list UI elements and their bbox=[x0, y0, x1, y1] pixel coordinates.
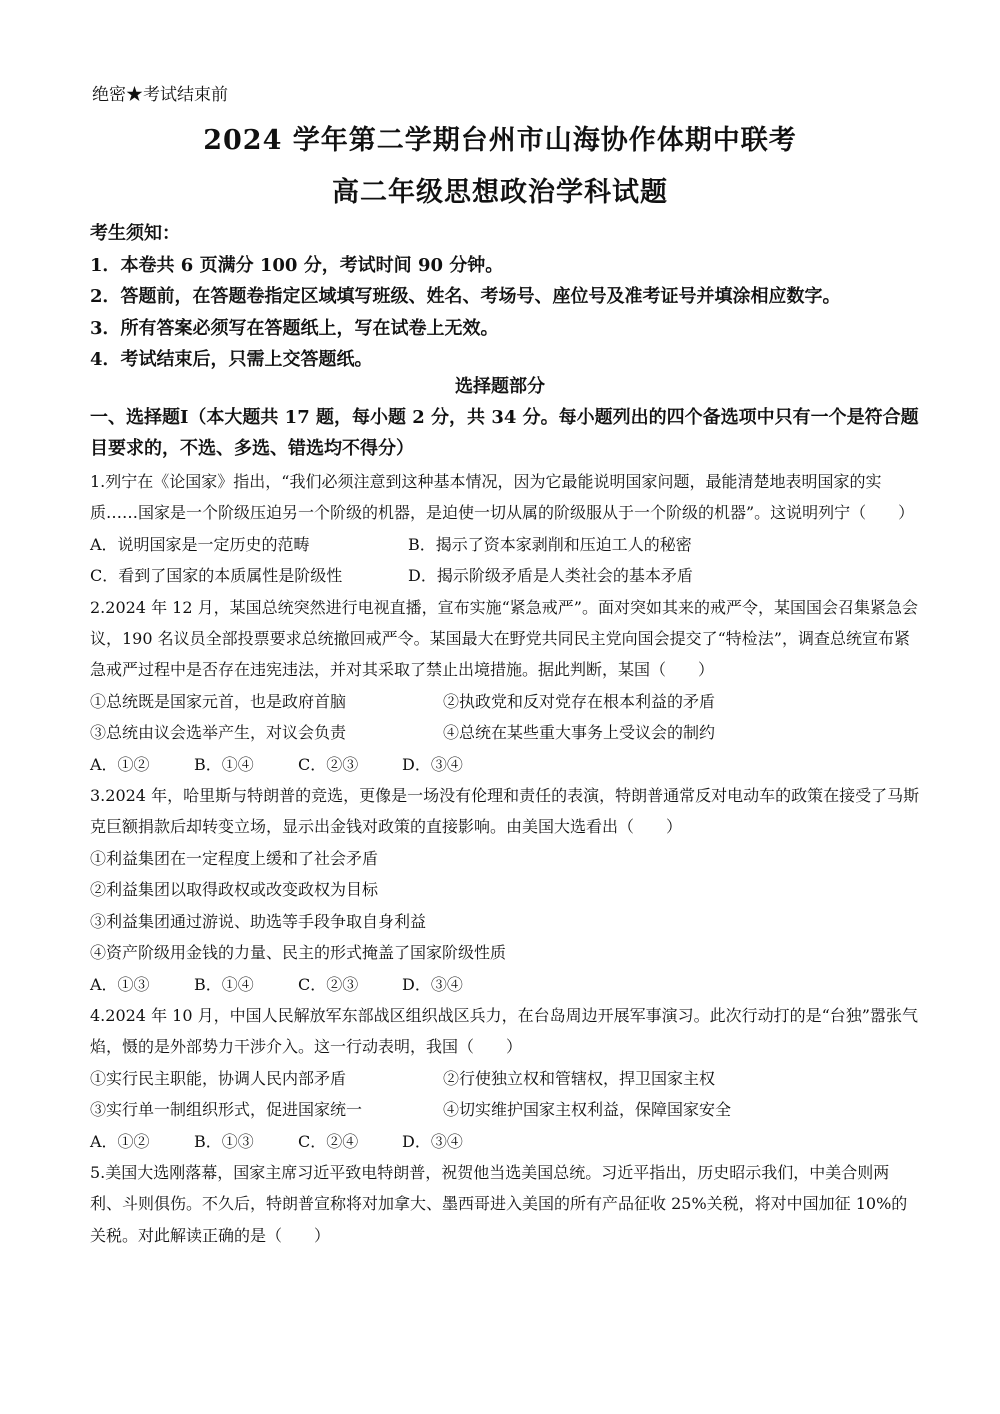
statement-3: ③总统由议会选举产生，对议会负责 bbox=[90, 723, 347, 743]
option-a: A．①③ bbox=[90, 974, 150, 994]
option-d: D．③④ bbox=[402, 1131, 463, 1151]
candidate-notice bbox=[90, 218, 930, 376]
question-5-stem: 5.美国大选刚落幕，国家主席习近平致电特朗普，祝贺他当选美国总统。习近平指出，历史昭示我们，中美合则两利、斗则俱伤。不久后，特朗普宣称将对加拿大、墨西哥进入美国的所有产品征收 25%关税，将对中国加征 10%的关税。对此解读正确的是（ ） bbox=[90, 1162, 908, 1245]
option-a: A．①② bbox=[90, 754, 150, 774]
statement-4: ④资产阶级用金钱的力量、民主的形式掩盖了国家阶级性质 bbox=[90, 943, 507, 963]
statement-3: ③利益集团通过游说、助选等手段争取自身利益 bbox=[90, 911, 427, 931]
statement-4: ④总统在某些重大事务上受议会的制约 bbox=[443, 723, 716, 743]
option-b: B．①④ bbox=[194, 754, 254, 774]
option-c: C．②③ bbox=[298, 754, 359, 774]
question-2-stem: 2.2024 年 12 月，某国总统突然进行电视直播，宣布实施“紧急戒严”。面对突如其来的戒严令，某国国会召集紧急会议，190 名议员全部投票要求总统撤回戒严令。某国最大在野党共同民主党向国会提交了“特检法”，调查总统宣布紧急戒严过程中是否存在违宪违法，并对其采取了禁止出境措施。据此判断，某国（ ） bbox=[90, 597, 918, 680]
statement-1: ①实行民主职能，协调人民内部矛盾 bbox=[90, 1068, 347, 1088]
question-4-statements-row-2 bbox=[90, 1094, 920, 1125]
part-instructions: 一、选择题Ⅰ（本大题共 17 题，每小题 2 分，共 34 分。每小题列出的四个备选项中只有一个是符合题目要求的，不选、多选、错选均不得分） bbox=[90, 407, 919, 459]
notice-item: 3．所有答案必须写在答题纸上，写在试卷上无效。 bbox=[90, 317, 499, 339]
option-a: A．说明国家是一定历史的范畴 bbox=[90, 534, 310, 554]
question-1-options-row-2 bbox=[90, 560, 920, 591]
notice-item: 2．答题前，在答题卷指定区域填写班级、姓名、考场号、座位号及准考证号并填涂相应数字。 bbox=[90, 286, 841, 307]
section-title: 选择题部分 bbox=[455, 376, 545, 397]
statement-1: ①总统既是国家元首，也是政府首脑 bbox=[90, 691, 347, 711]
question-1-stem: 1.列宁在《论国家》指出，“我们必须注意到这种基本情况，因为它最能说明国家问题，最能清楚地表明国家的实质……国家是一个阶级压迫另一个阶级的机器，是迫使一切从属的阶级服从于一个阶级的机器”。这说明列宁（ ） bbox=[90, 472, 915, 523]
statement-2: ②执政党和反对党存在根本利益的矛盾 bbox=[443, 691, 716, 711]
option-c: C．②③ bbox=[298, 974, 359, 994]
confidential-label: 绝密★考试结束前 bbox=[92, 85, 228, 105]
notice-item: 1．本卷共 6 页满分 100 分，考试时间 90 分钟。 bbox=[90, 254, 504, 276]
statement-4: ④切实维护国家主权利益，保障国家安全 bbox=[443, 1100, 732, 1120]
statement-2: ②行使独立权和管辖权，捍卫国家主权 bbox=[443, 1068, 716, 1088]
option-c: C．看到了国家的本质属性是阶级性 bbox=[90, 566, 343, 586]
question-4-answers bbox=[90, 1126, 920, 1157]
statement-3: ③实行单一制组织形式，促进国家统一 bbox=[90, 1100, 363, 1120]
questions bbox=[90, 466, 920, 1251]
question-3-answers bbox=[90, 969, 920, 1000]
question-2-statements-row-2 bbox=[90, 717, 920, 748]
option-b: B．①③ bbox=[194, 1131, 254, 1151]
option-b: B．揭示了资本家剥削和压迫工人的秘密 bbox=[408, 534, 692, 554]
question-4-statements-row-1 bbox=[90, 1063, 920, 1094]
option-d: D．揭示阶级矛盾是人类社会的基本矛盾 bbox=[408, 566, 693, 586]
question-4-stem: 4.2024 年 10 月，中国人民解放军东部战区组织战区兵力，在台岛周边开展军事演习。此次行动打的是“台独”嚣张气焰，慑的是外部势力干涉介入。这一行动表明，我国（ ） bbox=[90, 1005, 918, 1057]
question-2-answers bbox=[90, 749, 920, 780]
exam-subtitle: 高二年级思想政治学科试题 bbox=[332, 177, 668, 208]
option-c: C．②④ bbox=[298, 1131, 359, 1151]
question-2-statements-row-1 bbox=[90, 686, 920, 717]
option-b: B．①④ bbox=[194, 974, 254, 994]
notice-heading: 考生须知： bbox=[90, 223, 180, 244]
notice-item: 4．考试结束后，只需上交答题纸。 bbox=[90, 349, 373, 370]
option-d: D．③④ bbox=[402, 754, 463, 774]
option-d: D．③④ bbox=[402, 974, 463, 994]
exam-title: 2024 学年第二学期台州市山海协作体期中联考 bbox=[203, 125, 797, 156]
question-3-stem: 3.2024 年，哈里斯与特朗普的竞选，更像是一场没有伦理和责任的表演，特朗普通常反对电动车的政策在接受了马斯克巨额捐款后却转变立场，显示出金钱对政策的直接影响。由美国大选看出（ ） bbox=[90, 786, 920, 837]
question-1-options-row-1 bbox=[90, 529, 920, 560]
option-a: A．①② bbox=[90, 1131, 150, 1151]
statement-1: ①利益集团在一定程度上缓和了社会矛盾 bbox=[90, 848, 379, 868]
statement-2: ②利益集团以取得政权或改变政权为目标 bbox=[90, 880, 379, 900]
